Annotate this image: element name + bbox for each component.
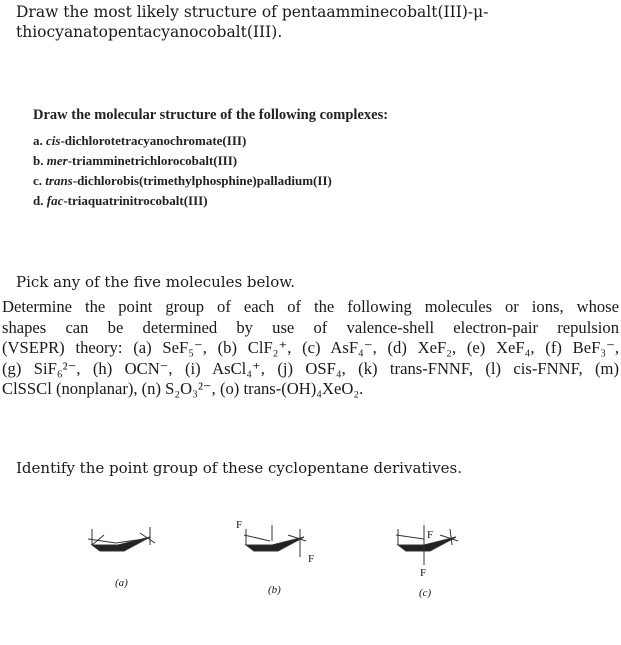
fluorine-label: F [236,519,243,531]
item-prefix: cis [46,133,61,148]
fluorine-label: F [427,529,434,541]
item-prefix: mer [46,153,68,168]
list-item [33,171,603,191]
question-4-line-4: (g) SiF₆²⁻, (h) OCN⁻, (i) AsCl₄⁺, (j) OSF₄, (k) trans-FNNF, (l) cis-FNNF, (m) [2,358,619,378]
cyclopentane-b [244,525,306,557]
question-4-line-3: (VSEPR) theory: (a) SeF₅⁻, (b) ClF₂⁺, (c) AsF₄⁻, (d) XeF₂, (e) XeF₄, (f) BeF₃⁻, [2,338,619,357]
item-text: -triaquatrinitrocobalt(III) [63,193,208,208]
figure-label-b: (b) [268,584,281,596]
list-item [33,131,603,151]
item-prefix: fac [46,193,64,208]
question-4-line-1: Determine the point group of each of the following molecules or ions, whose [2,297,619,316]
item-text: -triamminetrichlorocobalt(III) [67,153,238,168]
question-4-line-2: shapes can be determined by use of valence-shell electron-pair repulsion [2,317,619,337]
cyclopentane-figures [0,505,621,625]
fluorine-label: F [308,553,315,565]
figure-label-a: (a) [115,577,128,589]
question-3: Pick any of the five molecules below. [16,273,296,291]
item-letter: a. [33,133,43,148]
question-2-heading: Draw the molecular structure of the following complexes: [33,107,389,123]
question-4 [2,297,619,400]
item-text: -dichlorobis(trimethylphosphine)palladium(II) [72,173,332,188]
cyclopentane-drawings [0,505,621,625]
list-item [33,191,603,211]
question-4-line-5: ClSSCl (nonplanar), (n) S₂O₃²⁻, (o) trans-(OH)₄XeO₂. [2,379,364,398]
question-2 [33,107,603,211]
list-item [33,151,603,171]
question-5: Identify the point group of these cyclopentane derivatives. [16,459,463,477]
question-1-line-2: thiocyanatopentacyanocobalt(III). [16,23,283,41]
item-letter: b. [33,153,44,168]
cyclopentane-a [88,527,155,551]
item-letter: c. [33,173,43,188]
question-1 [16,2,616,42]
question-1-line-1: Draw the most likely structure of pentaamminecobalt(III)-μ- [16,3,489,21]
item-text: -dichlorotetracyanochromate(III) [60,133,247,148]
item-letter: d. [33,193,44,208]
fluorine-label: F [420,567,427,579]
figure-label-c: (c) [419,587,432,599]
item-prefix: trans [45,173,73,188]
